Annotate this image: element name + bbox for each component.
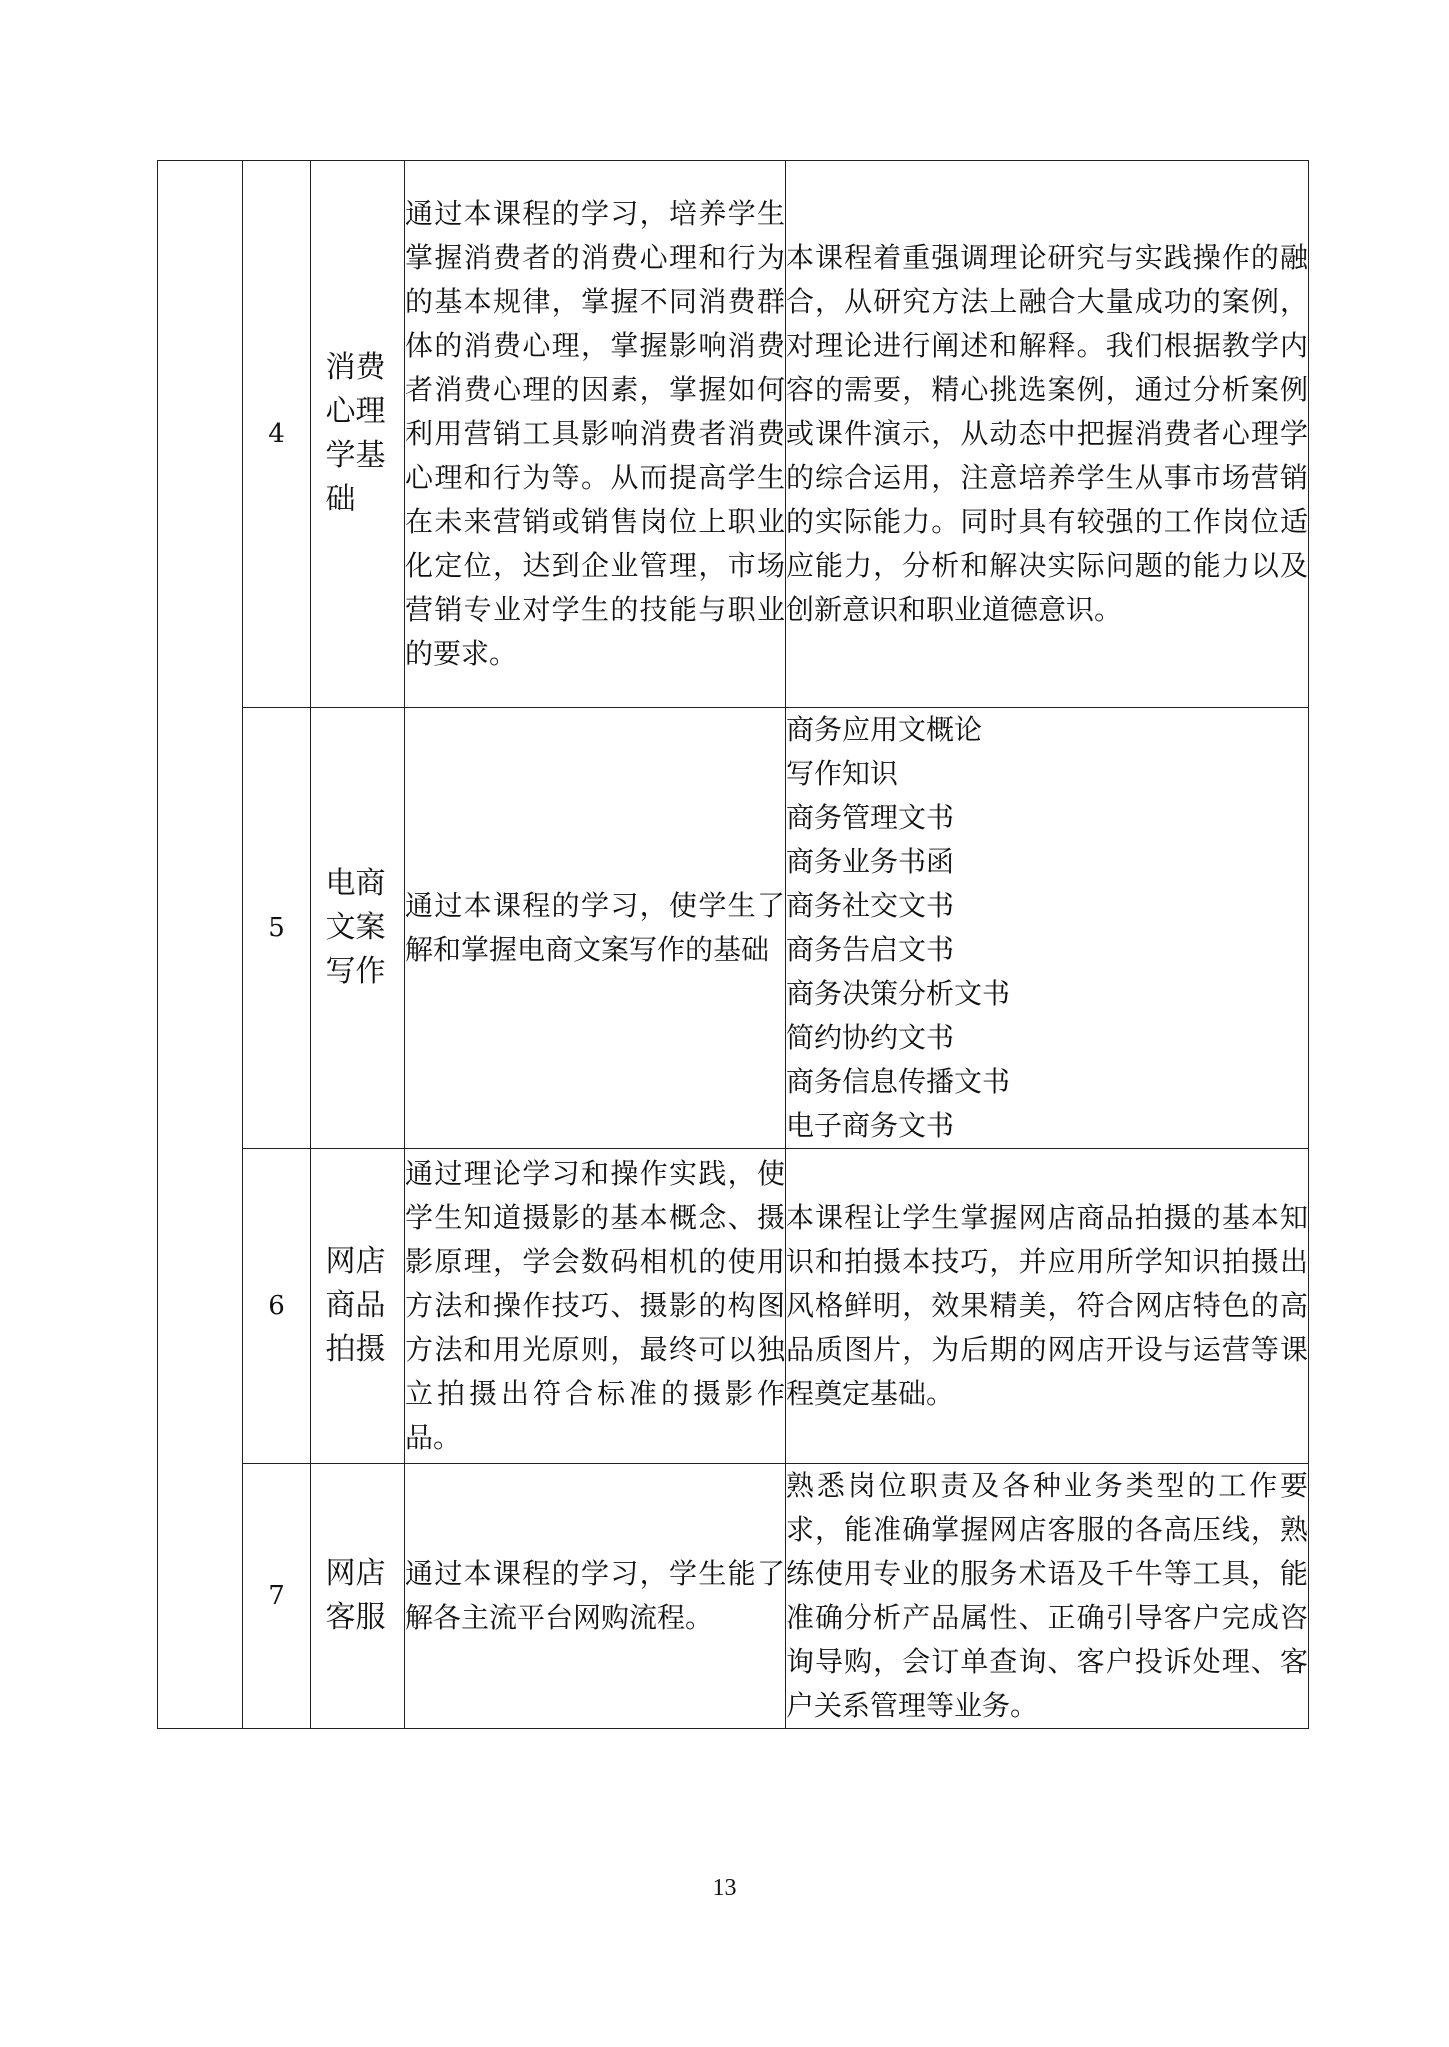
category-cell <box>158 161 243 1729</box>
course-name: 网店商品拍摄 <box>325 1244 386 1367</box>
content-item: 写作知识 <box>786 757 899 790</box>
course-name: 消费心理学基础 <box>325 350 386 517</box>
table-row <box>158 1149 1309 1464</box>
course-number: 4 <box>243 161 311 708</box>
course-name-cell <box>311 1464 405 1729</box>
page-number: 13 <box>712 1875 737 1901</box>
content-item: 商务决策分析文书 <box>786 977 1011 1010</box>
course-goal: 通过本课程的学习，培养学生掌握消费者的消费心理和行为的基本规律，掌握不同消费群体的消费心理，掌握影响消费者消费心理的因素，掌握如何利用营销工具影响消费者消费心理和行为等。从而提高学生在未来营销或销售岗位上职业化定位，达到企业管理，市场营销专业对学生的技能与职业的要求。 <box>405 197 785 670</box>
course-table <box>157 160 1309 1729</box>
course-name-cell <box>311 161 405 708</box>
course-goal-cell <box>405 161 786 708</box>
content-item: 商务业务书函 <box>786 845 955 878</box>
course-content-cell <box>786 708 1309 1149</box>
content-item: 电子商务文书 <box>786 1109 955 1142</box>
course-content-cell <box>786 1464 1309 1729</box>
course-content-cell <box>786 161 1309 708</box>
course-content: 本课程让学生掌握网店商品拍摄的基本知识和拍摄本技巧，并应用所学知识拍摄出风格鲜明，效果精美，符合网店特色的高品质图片，为后期的网店开设与运营等课程奠定基础。 <box>786 1201 1308 1410</box>
table-row <box>158 1464 1309 1729</box>
course-goal-cell <box>405 1149 786 1464</box>
content-item: 商务应用文概论 <box>786 713 983 746</box>
table-row <box>158 161 1309 708</box>
content-item: 简约协约文书 <box>786 1021 955 1054</box>
course-name: 电商文案写作 <box>325 866 386 989</box>
content-item: 商务信息传播文书 <box>786 1065 1011 1098</box>
course-content: 本课程着重强调理论研究与实践操作的融合，从研究方法上融合大量成功的案例，对理论进行阐述和解释。我们根据教学内容的需要，精心挑选案例，通过分析案例或课件演示，从动态中把握消费者心理学的综合运用，注意培养学生从事市场营销的实际能力。同时具有较强的工作岗位适应能力，分析和解决实际问题的能力以及创新意识和职业道德意识。 <box>786 241 1308 626</box>
course-goal: 通过理论学习和操作实践，使学生知道摄影的基本概念、摄影原理，学会数码相机的使用方法和操作技巧、摄影的构图方法和用光原则，最终可以独立拍摄出符合标准的摄影作品。 <box>405 1157 785 1454</box>
course-name: 网店客服 <box>325 1556 386 1635</box>
course-number: 6 <box>243 1149 311 1464</box>
course-name-cell <box>311 1149 405 1464</box>
table-row <box>158 708 1309 1149</box>
course-name-cell <box>311 708 405 1149</box>
course-goal-cell <box>405 1464 786 1729</box>
course-number: 5 <box>243 708 311 1149</box>
course-number: 7 <box>243 1464 311 1729</box>
course-goal: 通过本课程的学习，使学生了解和掌握电商文案写作的基础 <box>405 889 785 966</box>
content-item: 商务管理文书 <box>786 801 955 834</box>
course-content: 熟悉岗位职责及各种业务类型的工作要求，能准确掌握网店客服的各高压线，熟练使用专业的服务术语及千牛等工具，能准确分析产品属性、正确引导客户完成咨询导购，会订单查询、客户投诉处理、客户关系管理等业务。 <box>786 1469 1308 1722</box>
content-item: 商务告启文书 <box>786 933 955 966</box>
course-goal: 通过本课程的学习，学生能了解各主流平台网购流程。 <box>405 1557 785 1634</box>
content-item: 商务社交文书 <box>786 889 955 922</box>
course-content-cell <box>786 1149 1309 1464</box>
course-goal-cell <box>405 708 786 1149</box>
